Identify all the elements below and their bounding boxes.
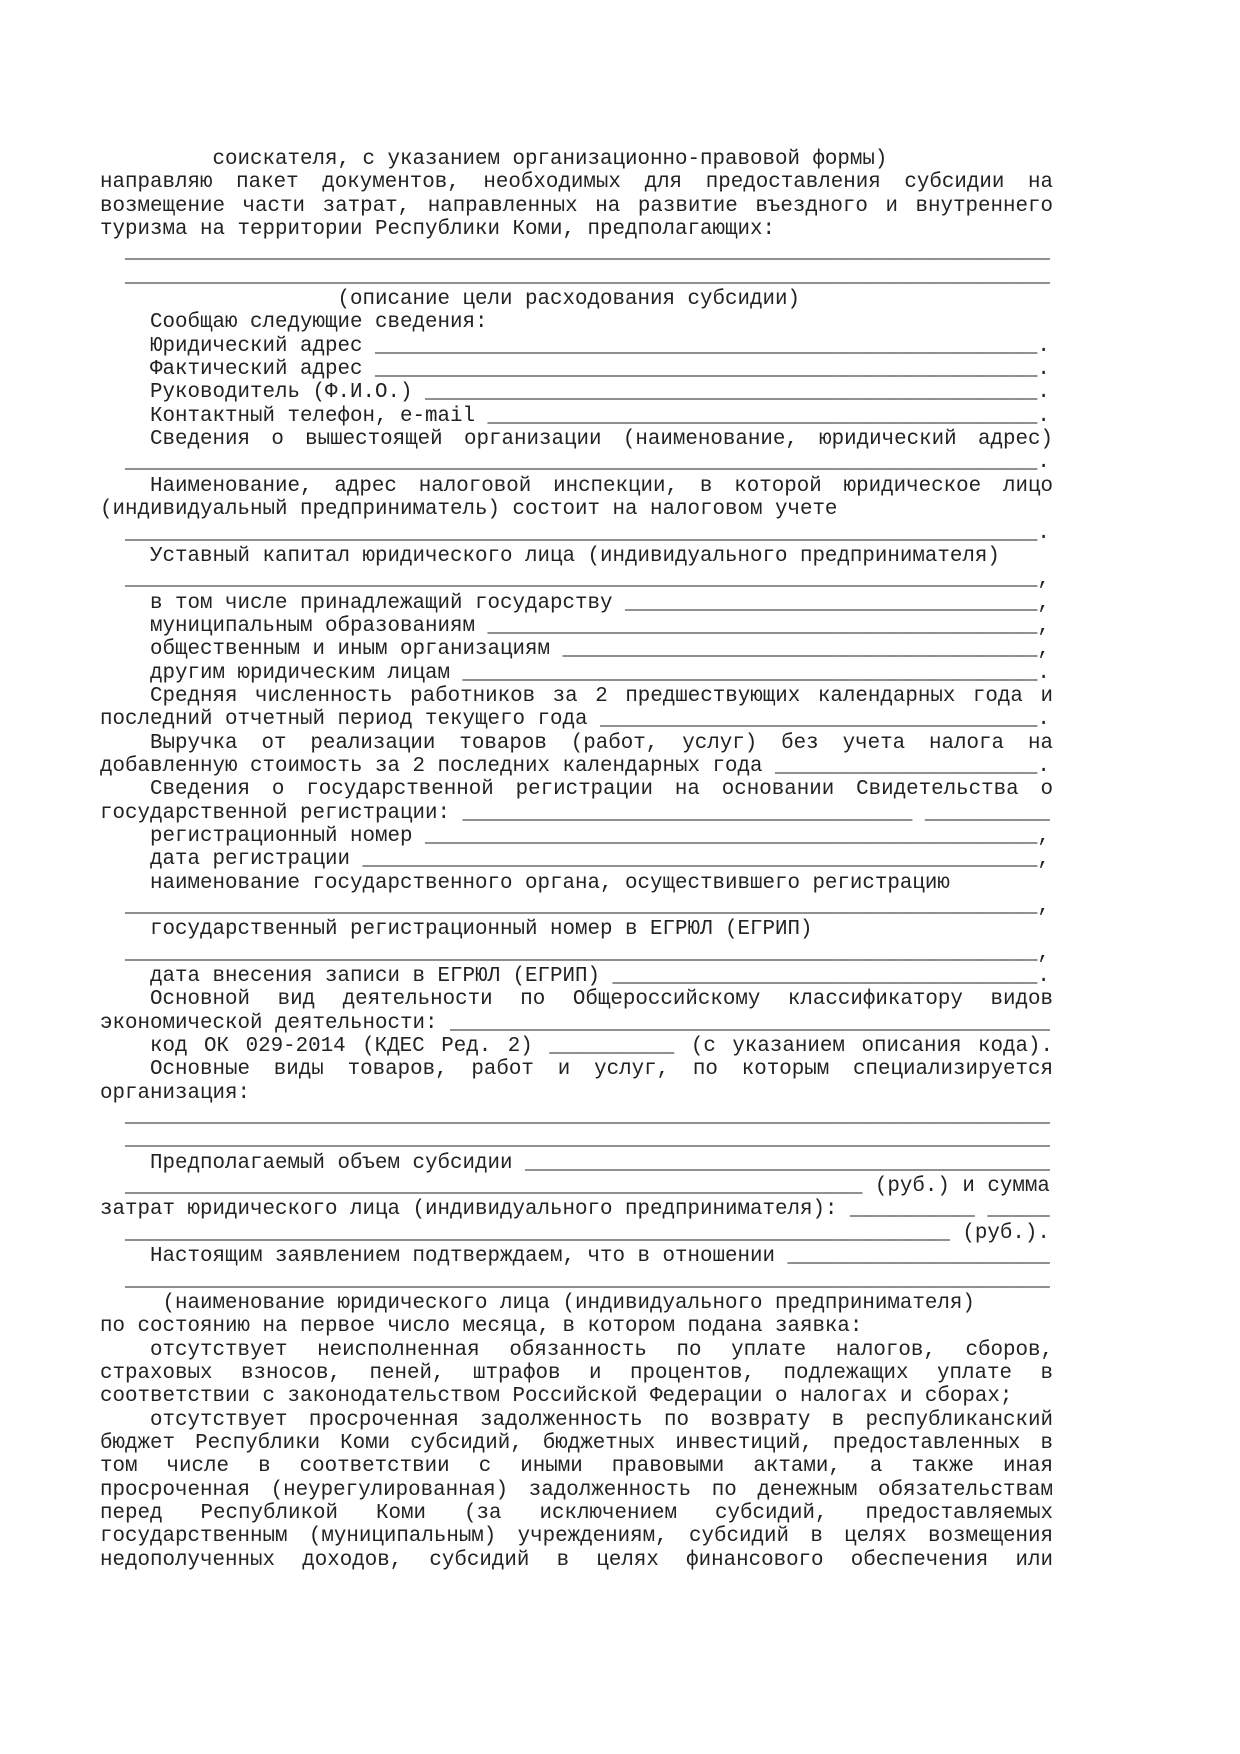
text-line: Сведения о вышестоящей организации (наименование, юридический адрес) <box>150 428 1053 452</box>
text-line: организация: <box>100 1081 250 1105</box>
text-line: в том числе принадлежащий государству _________________________________, <box>100 591 1050 615</box>
text-line: Уставный капитал юридического лица (индивидуального предпринимателя) <box>100 544 1000 568</box>
text-line: Наименование, адрес налоговой инспекции, в которой юридическое лицо <box>150 474 1053 498</box>
text-line: добавленную стоимость за 2 последних календарных года _____________________. <box>100 754 1050 778</box>
text-line: общественным и иным организациям ______________________________________, <box>100 638 1050 662</box>
text-line: страховых взносов, пеней, штрафов и процентов, подлежащих уплате в <box>100 1361 1053 1385</box>
text-line: государственной регистрации: ____________________________________ __________ <box>100 801 1050 825</box>
text-line: Юридический адрес _____________________________________________________. <box>100 334 1050 358</box>
text-line: _________________________________________________________________________, <box>100 941 1050 965</box>
text-line: Средняя численность работников за 2 предшествующих календарных года и <box>150 684 1053 708</box>
text-line: другим юридическим лицам ______________________________________________. <box>100 661 1050 685</box>
text-line: Предполагаемый объем субсидии __________________________________________ <box>100 1151 1050 1175</box>
text-line: государственным (муниципальным) учреждениям, субсидий в целях возмещения <box>100 1525 1053 1549</box>
form-text-column <box>100 148 1053 1572</box>
text-line: наименование государственного органа, осуществившего регистрацию <box>100 871 950 895</box>
text-line: Выручка от реализации товаров (работ, услуг) без учета налога на <box>150 731 1053 755</box>
text-line: Сообщаю следующие сведения: <box>100 311 488 335</box>
text-line: по состоянию на первое число месяца, в котором подана заявка: <box>100 1315 863 1339</box>
text-line: последний отчетный период текущего года ___________________________________. <box>100 708 1050 732</box>
text-line: соответствии с законодательством Российской Федерации о налогах и сборах; <box>100 1385 1013 1409</box>
text-line: _________________________________________________________________________, <box>100 895 1050 918</box>
text-line: дата внесения записи в ЕГРЮЛ (ЕГРИП) __________________________________. <box>100 965 1050 989</box>
text-line: __________________________________________________________________ (руб.). <box>100 1221 1050 1245</box>
text-line: возмещение части затрат, направленных на развитие въездного и внутреннего <box>100 194 1053 218</box>
text-line: туризма на территории Республики Коми, предполагающих: <box>100 218 775 242</box>
text-line: Руководитель (Ф.И.О.) _________________________________________________. <box>100 381 1050 405</box>
text-line: __________________________________________________________________________ <box>100 264 1050 288</box>
text-line: направляю пакет документов, необходимых для предоставления субсидии на <box>100 171 1053 195</box>
text-line: отсутствует просроченная задолженность по возврату в республиканский <box>150 1408 1053 1432</box>
text-line: бюджет Республики Коми субсидий, бюджетных инвестиций, предоставленных в <box>100 1431 1053 1455</box>
text-line: экономической деятельности: ________________________________________________ <box>100 1011 1050 1035</box>
text-line: Основные виды товаров, работ и услуг, по которым специализируется <box>150 1058 1053 1082</box>
text-line: регистрационный номер _________________________________________________, <box>100 824 1050 848</box>
text-line: __________________________________________________________________________ <box>100 1128 1050 1152</box>
text-line: __________________________________________________________________________ <box>100 1268 1050 1292</box>
text-line: перед Республикой Коми (за исключением субсидий, предоставляемых <box>100 1501 1053 1525</box>
text-line: _________________________________________________________________________. <box>100 521 1050 545</box>
text-line: муниципальным образованиям ____________________________________________, <box>100 614 1050 638</box>
text-line: (индивидуальный предприниматель) состоит на налоговом учете <box>100 498 838 522</box>
text-line: ___________________________________________________________ (руб.) и сумма <box>100 1175 1050 1199</box>
text-line: __________________________________________________________________________ <box>100 1105 1050 1129</box>
text-line: отсутствует неисполненная обязанность по уплате налогов, сборов, <box>150 1338 1053 1362</box>
text-line: затрат юридического лица (индивидуального предпринимателя): __________ _____ <box>100 1198 1050 1222</box>
text-line: (наименование юридического лица (индивидуального предпринимателя) <box>100 1291 975 1315</box>
text-line: _________________________________________________________________________. <box>100 451 1050 475</box>
text-line: Настоящим заявлением подтверждаем, что в отношении _____________________ <box>100 1245 1050 1269</box>
text-line: просроченная (неурегулированная) задолженность по денежным обязательствам <box>100 1478 1053 1502</box>
text-line: соискателя, с указанием организационно-правовой формы) <box>100 148 888 171</box>
text-line: Контактный телефон, e-mail ____________________________________________. <box>100 404 1050 428</box>
text-line: Основной вид деятельности по Общероссийскому классификатору видов <box>150 988 1053 1012</box>
text-line: государственный регистрационный номер в ЕГРЮЛ (ЕГРИП) <box>100 918 813 942</box>
text-line: Фактический адрес _____________________________________________________. <box>100 358 1050 382</box>
text-line: _________________________________________________________________________, <box>100 568 1050 592</box>
text-line: код ОК 029-2014 (КДЕС Ред. 2) __________ (с указанием описания кода). <box>150 1035 1053 1059</box>
text-line: том числе в соответствии с иными правовыми актами, а также иная <box>100 1455 1053 1479</box>
text-line: Сведения о государственной регистрации на основании Свидетельства о <box>150 778 1053 802</box>
text-line: __________________________________________________________________________ <box>100 241 1050 265</box>
text-line: дата регистрации ______________________________________________________, <box>100 848 1050 872</box>
text-line: (описание цели расходования субсидии) <box>100 288 800 312</box>
text-line: недополученных доходов, субсидий в целях финансового обеспечения или <box>100 1548 1053 1572</box>
